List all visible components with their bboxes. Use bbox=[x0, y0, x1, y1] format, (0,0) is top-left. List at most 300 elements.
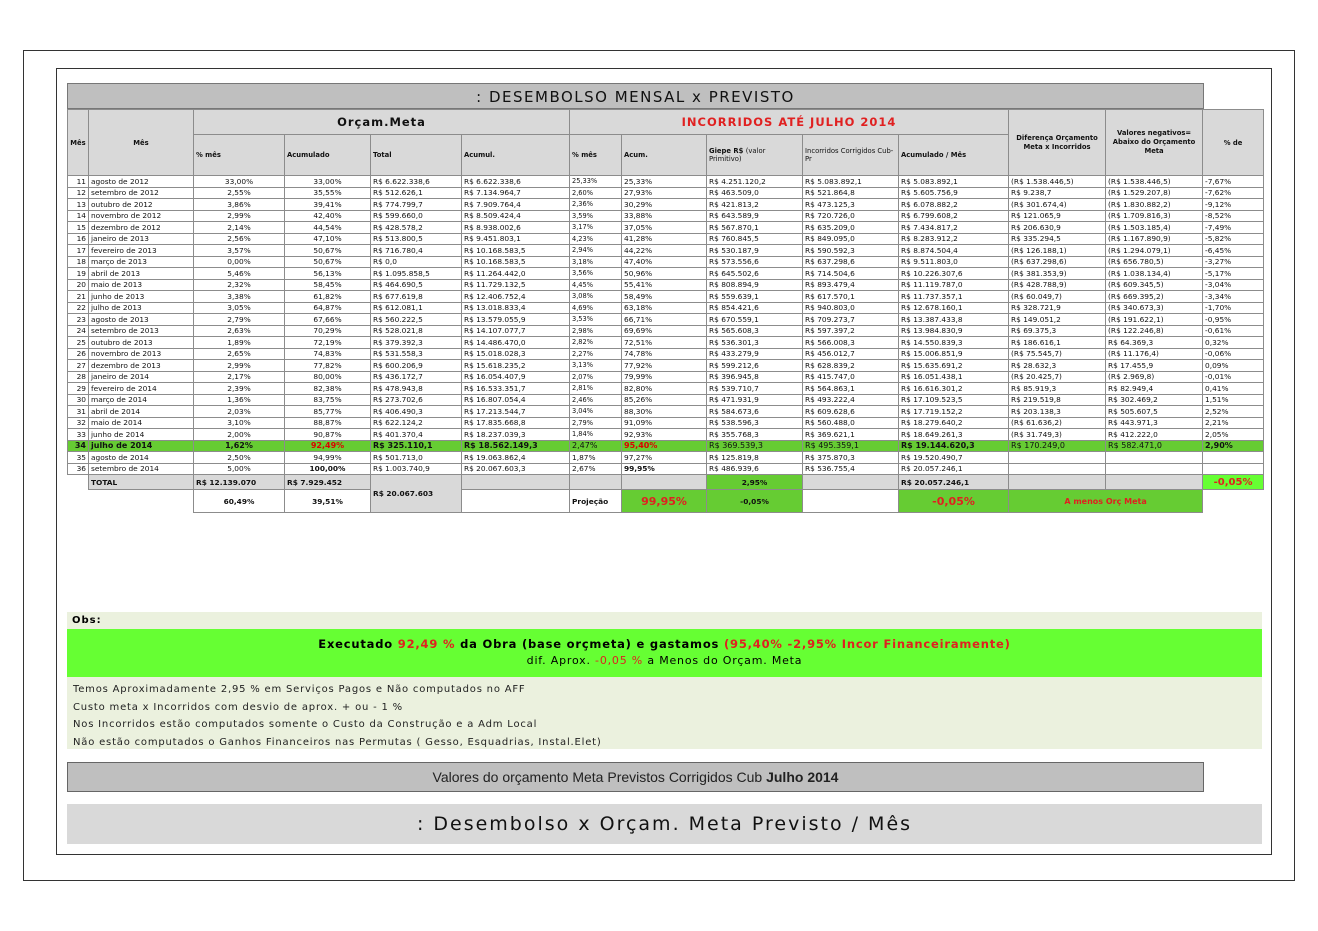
cell-pm: 5,00% bbox=[194, 463, 285, 475]
sheet-title: : DESEMBOLSO MENSAL x PREVISTO bbox=[67, 83, 1204, 109]
cell-dif: R$ 9.238,7 bbox=[1009, 187, 1106, 199]
table-row bbox=[68, 348, 1264, 360]
cell-acm: 33,88% bbox=[622, 210, 707, 222]
cell-tot: R$ 1.003.740,9 bbox=[371, 463, 462, 475]
disbursement-table bbox=[67, 109, 1264, 513]
cell-acu: R$ 15.618.235,2 bbox=[462, 360, 570, 372]
cell-tot: R$ 401.370,4 bbox=[371, 429, 462, 441]
cell-tot: R$ 774.799,7 bbox=[371, 199, 462, 211]
table-row bbox=[68, 417, 1264, 429]
cell-acmes: R$ 6.078.882,2 bbox=[899, 199, 1009, 211]
table-row bbox=[68, 429, 1264, 441]
cell-pm: 1,62% bbox=[194, 440, 285, 452]
cell-mes: novembro de 2013 bbox=[89, 348, 194, 360]
cell-pde: -8,52% bbox=[1203, 210, 1264, 222]
cell-blank bbox=[89, 490, 194, 513]
table-row-future bbox=[68, 463, 1264, 475]
cell-neg: R$ 412.222,0 bbox=[1106, 429, 1203, 441]
cell-acm: 99,95% bbox=[622, 463, 707, 475]
cell-tot: R$ 0,0 bbox=[371, 256, 462, 268]
cell-pde: 1,51% bbox=[1203, 394, 1264, 406]
cell-neg: (R$ 1.538.446,5) bbox=[1106, 176, 1203, 188]
col-header-pct-mes: % mês bbox=[194, 135, 285, 176]
cell-n: 35 bbox=[68, 452, 89, 464]
footer-bar-title: : Desembolso x Orçam. Meta Previsto / Mês bbox=[67, 804, 1262, 844]
cell-mes: maio de 2013 bbox=[89, 279, 194, 291]
cell-neg: R$ 17.455,9 bbox=[1106, 360, 1203, 372]
cell-gie: R$ 559.639,1 bbox=[707, 291, 803, 303]
cell-acmes: R$ 9.511.803,0 bbox=[899, 256, 1009, 268]
cell-acu: R$ 11.264.442,0 bbox=[462, 268, 570, 280]
cell-total-sum: R$ 20.067.603 bbox=[371, 475, 462, 513]
cell-n: 13 bbox=[68, 199, 89, 211]
cell-gie: R$ 567.870,1 bbox=[707, 222, 803, 234]
cell-ac: 44,54% bbox=[285, 222, 371, 234]
table-row-future bbox=[68, 452, 1264, 464]
cell-inc: R$ 566.008,3 bbox=[803, 337, 899, 349]
cell-acm: 30,29% bbox=[622, 199, 707, 211]
table-row bbox=[68, 394, 1264, 406]
cell-mes: outubro de 2012 bbox=[89, 199, 194, 211]
cell-tot: R$ 273.702,6 bbox=[371, 394, 462, 406]
cell-dif bbox=[1009, 463, 1106, 475]
cell-acm: 27,93% bbox=[622, 187, 707, 199]
cell-gie: R$ 538.596,3 bbox=[707, 417, 803, 429]
table-row bbox=[68, 256, 1264, 268]
cell-n: 29 bbox=[68, 383, 89, 395]
cell-ac: 33,00% bbox=[285, 176, 371, 188]
cell-tot: R$ 612.081,1 bbox=[371, 302, 462, 314]
cell-n: 18 bbox=[68, 256, 89, 268]
cell-pm: 3,10% bbox=[194, 417, 285, 429]
cell-pm: 2,55% bbox=[194, 187, 285, 199]
summary-text: da Obra (base orçmeta) e gastamos bbox=[460, 637, 724, 651]
cell-dif: R$ 328.721,9 bbox=[1009, 302, 1106, 314]
col-header-pct-de: % de bbox=[1203, 110, 1264, 176]
cell-pm: 1,89% bbox=[194, 337, 285, 349]
cell-acu: R$ 14.107.077,7 bbox=[462, 325, 570, 337]
cell-neg: (R$ 122.246,8) bbox=[1106, 325, 1203, 337]
cell-acu: R$ 16.807.054,4 bbox=[462, 394, 570, 406]
cell-neg: (R$ 11.176,4) bbox=[1106, 348, 1203, 360]
cell-tot: R$ 677.619,8 bbox=[371, 291, 462, 303]
cell-gie: R$ 539.710,7 bbox=[707, 383, 803, 395]
cell-neg: (R$ 1.830.882,2) bbox=[1106, 199, 1203, 211]
cell-acm: 41,28% bbox=[622, 233, 707, 245]
cell-acm: 44,22% bbox=[622, 245, 707, 257]
cell-pde: -3,34% bbox=[1203, 291, 1264, 303]
cell-neg: (R$ 669.395,2) bbox=[1106, 291, 1203, 303]
cell-acmes: R$ 17.109.523,5 bbox=[899, 394, 1009, 406]
cell-tot: R$ 600.206,9 bbox=[371, 360, 462, 372]
cell-dif: (R$ 1.538.446,5) bbox=[1009, 176, 1106, 188]
cell-ac: 88,87% bbox=[285, 417, 371, 429]
cell-acmes: R$ 15.006.851,9 bbox=[899, 348, 1009, 360]
footer-bar-cub bbox=[67, 762, 1204, 792]
cell-pde: 2,90% bbox=[1203, 440, 1264, 452]
cell-acm: 58,49% bbox=[622, 291, 707, 303]
cell-acmes: R$ 18.649.261,3 bbox=[899, 429, 1009, 441]
cell-mes: fevereiro de 2014 bbox=[89, 383, 194, 395]
table-row bbox=[68, 406, 1264, 418]
cell-pde: -7,67% bbox=[1203, 176, 1264, 188]
cell-acm: 92,93% bbox=[622, 429, 707, 441]
cell-pde: 2,52% bbox=[1203, 406, 1264, 418]
col-header-giepe bbox=[707, 135, 803, 176]
note-line: Custo meta x Incorridos com desvio de aprox. + ou - 1 % bbox=[73, 701, 403, 713]
cell-pde: -3,04% bbox=[1203, 279, 1264, 291]
cell-gie: R$ 645.502,6 bbox=[707, 268, 803, 280]
cell-acmes: R$ 16.051.438,1 bbox=[899, 371, 1009, 383]
cell-ac: 67,66% bbox=[285, 314, 371, 326]
cell-dif: R$ 170.249,0 bbox=[1009, 440, 1106, 452]
cell-acu: R$ 13.579.055,9 bbox=[462, 314, 570, 326]
cell-ac: 70,29% bbox=[285, 325, 371, 337]
cell-mes: setembro de 2013 bbox=[89, 325, 194, 337]
cell-pm: 3,57% bbox=[194, 245, 285, 257]
cell-pm: 3,38% bbox=[194, 291, 285, 303]
cell-acmes: R$ 10.226.307,6 bbox=[899, 268, 1009, 280]
cell-total-ac: R$ 7.929.452 bbox=[285, 475, 371, 490]
cell-gie: R$ 599.212,6 bbox=[707, 360, 803, 372]
cell-inc: R$ 940.803,0 bbox=[803, 302, 899, 314]
cell-inc: R$ 617.570,1 bbox=[803, 291, 899, 303]
table-row bbox=[68, 383, 1264, 395]
cell-pm2: 2,79% bbox=[570, 417, 622, 429]
cell-pm: 2,50% bbox=[194, 452, 285, 464]
cell-pm2: 2,07% bbox=[570, 371, 622, 383]
cell-ac: 92,49% bbox=[285, 440, 371, 452]
cell-acmes: R$ 6.799.608,2 bbox=[899, 210, 1009, 222]
cell-tot: R$ 406.490,3 bbox=[371, 406, 462, 418]
cell-acm: 77,92% bbox=[622, 360, 707, 372]
cell-dif: (R$ 60.049,7) bbox=[1009, 291, 1106, 303]
cell-pm: 2,79% bbox=[194, 314, 285, 326]
cell-n: 25 bbox=[68, 337, 89, 349]
note-line: Não estão computados o Ganhos Financeiros nas Permutas ( Gesso, Esquadrias, Instal.Elet) bbox=[73, 736, 602, 748]
cell-neg: R$ 582.471,0 bbox=[1106, 440, 1203, 452]
cell-ac: 94,99% bbox=[285, 452, 371, 464]
col-header-acumul: Acumul. bbox=[462, 135, 570, 176]
cell-acu: R$ 15.018.028,3 bbox=[462, 348, 570, 360]
cell-pde bbox=[1203, 463, 1264, 475]
cell-neg: (R$ 340.673,3) bbox=[1106, 302, 1203, 314]
cell-neg: R$ 505.607,5 bbox=[1106, 406, 1203, 418]
cell-n: 22 bbox=[68, 302, 89, 314]
cell-acmes: R$ 5.083.892,1 bbox=[899, 176, 1009, 188]
cell-neg: (R$ 191.622,1) bbox=[1106, 314, 1203, 326]
cell-acm: 37,05% bbox=[622, 222, 707, 234]
cell-pm2: 25,33% bbox=[570, 176, 622, 188]
cell-tot: R$ 531.558,3 bbox=[371, 348, 462, 360]
col-header-diferenca: Diferença Orçamento Meta x Incorridos bbox=[1009, 110, 1106, 176]
cell-dif: R$ 335.294,5 bbox=[1009, 233, 1106, 245]
cell-ac: 56,13% bbox=[285, 268, 371, 280]
note-line: Nos Incorridos estão computados somente o Custo da Construção e a Adm Local bbox=[73, 719, 538, 730]
cell-mes: novembro de 2012 bbox=[89, 210, 194, 222]
cell-ac: 50,67% bbox=[285, 245, 371, 257]
cell-dif: (R$ 75.545,7) bbox=[1009, 348, 1106, 360]
cell-tot: R$ 528.021,8 bbox=[371, 325, 462, 337]
cell-pm: 2,00% bbox=[194, 429, 285, 441]
cell-gie: R$ 530.187,9 bbox=[707, 245, 803, 257]
summary-line-2 bbox=[67, 654, 1262, 667]
cell-acmes: R$ 19.520.490,7 bbox=[899, 452, 1009, 464]
cell-pm2: 1,87% bbox=[570, 452, 622, 464]
cell-pm2: 2,82% bbox=[570, 337, 622, 349]
cell-neg: (R$ 1.503.185,4) bbox=[1106, 222, 1203, 234]
cell-blank bbox=[1106, 475, 1203, 490]
cell-acu: R$ 16.054.407,9 bbox=[462, 371, 570, 383]
cell-ac: 80,00% bbox=[285, 371, 371, 383]
table-row bbox=[68, 268, 1264, 280]
cell-pm: 33,00% bbox=[194, 176, 285, 188]
cell-pm2: 3,17% bbox=[570, 222, 622, 234]
cell-pm: 2,03% bbox=[194, 406, 285, 418]
summary-pct-executed: 92,49 % bbox=[397, 637, 456, 651]
cell-n: 32 bbox=[68, 417, 89, 429]
cell-pm2: 3,59% bbox=[570, 210, 622, 222]
cell-inc: R$ 893.479,4 bbox=[803, 279, 899, 291]
cell-gie: R$ 355.768,3 bbox=[707, 429, 803, 441]
cell-dif: R$ 149.051,2 bbox=[1009, 314, 1106, 326]
cell-n: 16 bbox=[68, 233, 89, 245]
cell-n: 23 bbox=[68, 314, 89, 326]
cell-gie: R$ 4.251.120,2 bbox=[707, 176, 803, 188]
table-row bbox=[68, 245, 1264, 257]
cell-pm: 2,39% bbox=[194, 383, 285, 395]
cell-pde: -6,45% bbox=[1203, 245, 1264, 257]
cell-acm: 47,40% bbox=[622, 256, 707, 268]
table-row bbox=[68, 337, 1264, 349]
cell-acm: 85,26% bbox=[622, 394, 707, 406]
cell-acmes: R$ 15.635.691,2 bbox=[899, 360, 1009, 372]
group-header-incorridos: INCORRIDOS ATÉ JULHO 2014 bbox=[570, 110, 1009, 135]
cell-mes: fevereiro de 2013 bbox=[89, 245, 194, 257]
notes bbox=[67, 677, 1262, 749]
cell-proj-a-menos: A menos Orç Meta bbox=[1009, 490, 1203, 513]
cell-mes: abril de 2013 bbox=[89, 268, 194, 280]
cell-inc: R$ 597.397,2 bbox=[803, 325, 899, 337]
cell-dif: R$ 206.630,9 bbox=[1009, 222, 1106, 234]
cell-pde bbox=[1203, 452, 1264, 464]
cell-inc: R$ 369.621,1 bbox=[803, 429, 899, 441]
cell-inc: R$ 709.273,7 bbox=[803, 314, 899, 326]
cell-blank bbox=[803, 475, 899, 490]
cell-inc: R$ 521.864,8 bbox=[803, 187, 899, 199]
cell-pde: -1,70% bbox=[1203, 302, 1264, 314]
cell-mes: setembro de 2014 bbox=[89, 463, 194, 475]
cell-dif: (R$ 31.749,3) bbox=[1009, 429, 1106, 441]
cell-tot: R$ 622.124,2 bbox=[371, 417, 462, 429]
cell-acm: 88,30% bbox=[622, 406, 707, 418]
cell-acmes: R$ 8.283.912,2 bbox=[899, 233, 1009, 245]
cell-neg: (R$ 1.038.134,4) bbox=[1106, 268, 1203, 280]
cell-mes: dezembro de 2012 bbox=[89, 222, 194, 234]
cell-tot: R$ 6.622.338,6 bbox=[371, 176, 462, 188]
footer-bar-cub-text: Valores do orçamento Meta Previstos Corrigidos Cub bbox=[432, 769, 767, 785]
cell-blank bbox=[1203, 490, 1264, 513]
cell-pm2: 4,45% bbox=[570, 279, 622, 291]
table-row bbox=[68, 199, 1264, 211]
cell-acmes: R$ 11.119.787,0 bbox=[899, 279, 1009, 291]
cell-mes: janeiro de 2014 bbox=[89, 371, 194, 383]
cell-n: 15 bbox=[68, 222, 89, 234]
cell-gie: R$ 584.673,6 bbox=[707, 406, 803, 418]
spreadsheet bbox=[67, 83, 1263, 513]
table-row bbox=[68, 222, 1264, 234]
cell-acm: 66,71% bbox=[622, 314, 707, 326]
cell-pm2: 3,08% bbox=[570, 291, 622, 303]
cell-acu: R$ 6.622.338,6 bbox=[462, 176, 570, 188]
cell-mes: dezembro de 2013 bbox=[89, 360, 194, 372]
note-line: Temos Aproximadamente 2,95 % em Serviços Pagos e Não computados no AFF bbox=[73, 684, 526, 695]
cell-acmes: R$ 13.984.830,9 bbox=[899, 325, 1009, 337]
cell-acm: 72,51% bbox=[622, 337, 707, 349]
cell-mes: março de 2013 bbox=[89, 256, 194, 268]
cell-dif: R$ 28.632,3 bbox=[1009, 360, 1106, 372]
cell-pde: -7,49% bbox=[1203, 222, 1264, 234]
cell-total-acmes: R$ 20.057.246,1 bbox=[899, 475, 1009, 490]
cell-pm2: 2,67% bbox=[570, 463, 622, 475]
cell-pde: -0,06% bbox=[1203, 348, 1264, 360]
col-header-acumulado: Acumulado bbox=[285, 135, 371, 176]
summary-executado: Executado bbox=[318, 637, 398, 651]
cell-gie: R$ 369.539,3 bbox=[707, 440, 803, 452]
table-row bbox=[68, 176, 1264, 188]
cell-ac: 42,40% bbox=[285, 210, 371, 222]
cell-pde: 2,21% bbox=[1203, 417, 1264, 429]
cell-dif: R$ 203.138,3 bbox=[1009, 406, 1106, 418]
cell-dif: (R$ 301.674,4) bbox=[1009, 199, 1106, 211]
col-header-pct-mes-incorr: % mês bbox=[570, 135, 622, 176]
cell-acmes: R$ 13.387.433,8 bbox=[899, 314, 1009, 326]
cell-blank bbox=[803, 490, 899, 513]
table-body bbox=[68, 176, 1264, 513]
cell-gie: R$ 760.845,5 bbox=[707, 233, 803, 245]
cell-mes: abril de 2014 bbox=[89, 406, 194, 418]
cell-acm: 63,18% bbox=[622, 302, 707, 314]
cell-pm: 2,63% bbox=[194, 325, 285, 337]
cell-inc: R$ 714.504,6 bbox=[803, 268, 899, 280]
cell-dif: (R$ 381.353,9) bbox=[1009, 268, 1106, 280]
cell-ac: 39,41% bbox=[285, 199, 371, 211]
obs-label: Obs: bbox=[67, 612, 1262, 629]
cell-acu: R$ 13.018.833,4 bbox=[462, 302, 570, 314]
cell-inc: R$ 415.747,0 bbox=[803, 371, 899, 383]
cell-acu: R$ 17.835.668,8 bbox=[462, 417, 570, 429]
cell-neg: (R$ 1.529.207,8) bbox=[1106, 187, 1203, 199]
cell-acmes: R$ 12.678.160,1 bbox=[899, 302, 1009, 314]
cell-blank bbox=[462, 490, 570, 513]
cell-mes: maio de 2014 bbox=[89, 417, 194, 429]
cell-acu: R$ 14.486.470,0 bbox=[462, 337, 570, 349]
cell-ac: 74,83% bbox=[285, 348, 371, 360]
cell-mes: julho de 2014 bbox=[89, 440, 194, 452]
table-row bbox=[68, 210, 1264, 222]
cell-acm: 91,09% bbox=[622, 417, 707, 429]
cell-inc: R$ 720.726,0 bbox=[803, 210, 899, 222]
cell-tot: R$ 464.690,5 bbox=[371, 279, 462, 291]
cell-tot: R$ 599.660,0 bbox=[371, 210, 462, 222]
table-row-current bbox=[68, 440, 1264, 452]
cell-pm2: 2,36% bbox=[570, 199, 622, 211]
cell-n: 19 bbox=[68, 268, 89, 280]
cell-neg: (R$ 1.709.816,3) bbox=[1106, 210, 1203, 222]
summary-dif-value: -0,05 % bbox=[595, 654, 644, 667]
cell-pde: -5,82% bbox=[1203, 233, 1264, 245]
cell-acm: 97,27% bbox=[622, 452, 707, 464]
cell-pm2: 3,53% bbox=[570, 314, 622, 326]
cell-n: 28 bbox=[68, 371, 89, 383]
cell-tot: R$ 1.095.858,5 bbox=[371, 268, 462, 280]
cell-pm: 0,00% bbox=[194, 256, 285, 268]
cell-pde: 0,32% bbox=[1203, 337, 1264, 349]
cell-tot: R$ 513.800,5 bbox=[371, 233, 462, 245]
cell-acmes: R$ 8.874.504,4 bbox=[899, 245, 1009, 257]
col-header-negativos: Valores negativos= Abaixo do Orçamento Meta bbox=[1106, 110, 1203, 176]
cell-pde: -0,61% bbox=[1203, 325, 1264, 337]
cell-mes: janeiro de 2013 bbox=[89, 233, 194, 245]
cell-tot: R$ 512.626,1 bbox=[371, 187, 462, 199]
cell-acu: R$ 9.451.803,1 bbox=[462, 233, 570, 245]
cell-blank bbox=[570, 475, 622, 490]
cell-n: 34 bbox=[68, 440, 89, 452]
cell-gie: R$ 854.421,6 bbox=[707, 302, 803, 314]
cell-dif: R$ 186.616,1 bbox=[1009, 337, 1106, 349]
cell-inc: R$ 375.870,3 bbox=[803, 452, 899, 464]
cell-inc: R$ 456.012,7 bbox=[803, 348, 899, 360]
summary-box bbox=[67, 629, 1262, 677]
cell-pm: 2,99% bbox=[194, 360, 285, 372]
col-header-incorr-corr: Incorridos Corrigidos Cub-Pr bbox=[803, 135, 899, 176]
cell-n: 30 bbox=[68, 394, 89, 406]
cell-acmes: R$ 16.616.301,2 bbox=[899, 383, 1009, 395]
cell-pm2: 3,56% bbox=[570, 268, 622, 280]
cell-mes: julho de 2013 bbox=[89, 302, 194, 314]
cell-pm2: 2,47% bbox=[570, 440, 622, 452]
cell-inc: R$ 560.488,0 bbox=[803, 417, 899, 429]
cell-tot: R$ 560.222,5 bbox=[371, 314, 462, 326]
table-row bbox=[68, 325, 1264, 337]
cell-n: 12 bbox=[68, 187, 89, 199]
cell-acm: 69,69% bbox=[622, 325, 707, 337]
cell-mes: março de 2014 bbox=[89, 394, 194, 406]
table-row bbox=[68, 302, 1264, 314]
cell-acu: R$ 10.168.583,5 bbox=[462, 256, 570, 268]
cell-gie: R$ 396.945,8 bbox=[707, 371, 803, 383]
cell-ac: 61,82% bbox=[285, 291, 371, 303]
cell-pm2: 1,84% bbox=[570, 429, 622, 441]
cell-n: 20 bbox=[68, 279, 89, 291]
table-row bbox=[68, 314, 1264, 326]
cell-acu: R$ 11.729.132,5 bbox=[462, 279, 570, 291]
cell-neg: R$ 443.971,3 bbox=[1106, 417, 1203, 429]
cell-ac: 100,00% bbox=[285, 463, 371, 475]
cell-ac: 35,55% bbox=[285, 187, 371, 199]
cell-acu: R$ 8.509.424,4 bbox=[462, 210, 570, 222]
cell-pm2: 3,04% bbox=[570, 406, 622, 418]
cell-proj-label: Projeção bbox=[570, 490, 622, 513]
cell-pm: 2,14% bbox=[194, 222, 285, 234]
cell-gie: R$ 573.556,6 bbox=[707, 256, 803, 268]
table-row bbox=[68, 187, 1264, 199]
cell-neg: (R$ 656.780,5) bbox=[1106, 256, 1203, 268]
cell-pm2: 2,60% bbox=[570, 187, 622, 199]
cell-pm2: 2,98% bbox=[570, 325, 622, 337]
col-header-total: Total bbox=[371, 135, 462, 176]
cell-gie: R$ 565.608,3 bbox=[707, 325, 803, 337]
